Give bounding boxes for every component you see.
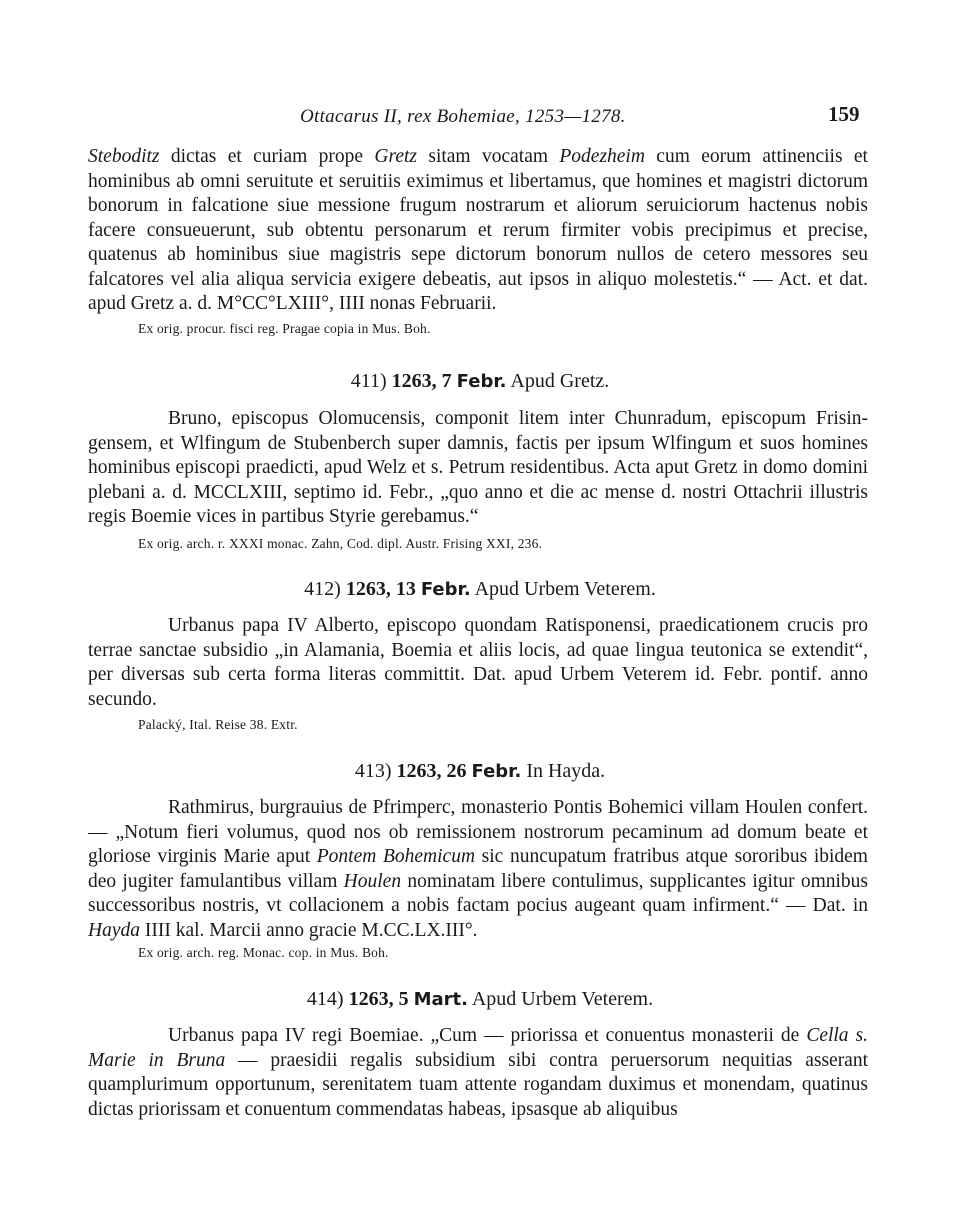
italic-name: Houlen bbox=[343, 870, 402, 892]
entry-412-source: Palacký, Ital. Reise 38. Extr. bbox=[138, 717, 298, 732]
italic-name: Podezheim bbox=[559, 146, 645, 167]
text-run: — praesidii regalis subsidium sibi contra peruersorum nequitias asserant quamplurimum opportunum, serenitatem tuam attente rogandam duximus et monendam, quatinus dictas priorissam et conuentum commendatas habeas, ipsasque ab aliquibus bbox=[88, 1049, 869, 1120]
text-run: nominatam libere contulimus, supplicantes igitur omnibus successoribus nostris, vt collacionem a nobis factam pocius augeant quam infirment.“ — Dat. in bbox=[88, 870, 868, 916]
text-run: IIII kal. Marcii anno gracie M.CC.LX.III°. bbox=[140, 919, 478, 941]
entry-month: Febr. bbox=[420, 579, 471, 600]
italic-name: Pontem Bohemicum bbox=[316, 846, 476, 867]
entry-date: 1263, 26 bbox=[396, 760, 467, 782]
entry-place: Apud Urbem Veterem. bbox=[474, 578, 656, 600]
entry-414-heading bbox=[0, 988, 960, 1011]
entry-place: Apud Urbem Veterem. bbox=[471, 988, 654, 1010]
entry-date: 1263, 7 bbox=[391, 370, 452, 392]
entry-number: 411) bbox=[350, 370, 387, 392]
entry-413-heading bbox=[0, 760, 960, 783]
text-run: cum eorum attinenciis et hominibus ab omni seruitute et seruitiis eximimus et libertamus, que homines et magistri dictorum bonorum in falcatione siue messione frugum nostrarum et aliorum seruiciorum hactenus nobis facere consueuerunt, sub obtentu personarum et rerum firmiter vobis precipimus et precise, quatenus ab hominibus siue magistris sepe dictorum bonorum nullos de cetero messores seu falcatores vel alia aliqua servicia exigere debeatis, aut ipsos in aliquo molestetis.“ — Act. et dat. apud Gretz a. d. M°CC°LXIII°, IIII nonas Februarii. bbox=[88, 146, 868, 314]
italic-name: Cella s. Marie in Bruna bbox=[88, 1025, 868, 1071]
entry-place: In Hayda. bbox=[526, 760, 606, 782]
entry-410-text bbox=[88, 145, 868, 317]
text-run: sitam vocatam bbox=[417, 146, 560, 167]
entry-411-heading bbox=[0, 370, 960, 393]
running-title: Ottacarus II, rex Bohemiae, 1253—1278. bbox=[300, 106, 626, 127]
text-run: sic nuncupatum fratribus atque sororibus ibidem deo jugiter famulantibus villam bbox=[88, 846, 868, 892]
entry-413-source: Ex orig. arch. reg. Monac. cop. in Mus. Boh. bbox=[138, 945, 389, 960]
entry-date: 1263, 5 bbox=[348, 988, 409, 1010]
entry-date: 1263, 13 bbox=[345, 578, 416, 600]
entry-place: Apud Gretz. bbox=[510, 370, 610, 392]
entry-411-text: Bruno, episcopus Olomucensis, componit litem inter Chunradum, episcopum Frisingensem, et Wlfingum de Stubenberch super damnis, factis per ipsum Wlfingum et suos homines hominibus episcopi praedicti, apud Welz et s. Petrum residentibus. Acta aput Gretz in domo domini plebani a. d. MCCLXIII, septimo id. Febr., „quo anno et die ac mense d. nostri Ottachrii illustris regis Boemie vices in partibus Styrie gerebamus.“ bbox=[88, 408, 868, 527]
entry-413-text bbox=[88, 796, 868, 943]
entry-411-source: Ex orig. arch. r. XXXI monac. Zahn, Cod. dipl. Austr. Frising XXI, 236. bbox=[138, 536, 543, 551]
entry-410-source: Ex orig. procur. fisci reg. Pragae copia in Mus. Boh. bbox=[138, 321, 431, 336]
page-header bbox=[0, 102, 960, 132]
entry-month: Febr. bbox=[471, 761, 522, 782]
entry-month: Mart. bbox=[413, 989, 468, 1010]
text-run: Urbanus papa IV regi Boemiae. „Cum — priorissa et conuentus monasterii de bbox=[168, 1025, 807, 1046]
entry-414-text bbox=[88, 1024, 868, 1122]
entry-number: 414) bbox=[306, 988, 344, 1010]
entry-number: 412) bbox=[304, 578, 341, 600]
page-number: 159 bbox=[828, 102, 860, 126]
text-run: Rathmirus, burgrauius de Pfrimperc, monasterio Pontis Bohemici villam Houlen confert. — „Notum fieri volumus, quod nos ob remissionem nostrorum pecaminum ad domum beate et gloriose virginis Marie aput bbox=[88, 797, 868, 867]
italic-name: Hayda bbox=[88, 919, 140, 941]
entry-412-heading bbox=[0, 578, 960, 601]
entry-412-text: Urbanus papa IV Alberto, episcopo quondam Ratisponensi, praedicationem crucis pro terrae sanctae subsidio „in Alamania, Boemia et aliis locis, ad quae lingua teutonica se extendit“, per diversas sub certa forma literas committit. Dat. apud Urbem Veterem id. Febr. pontif. anno secundo. bbox=[88, 615, 868, 710]
entry-number: 413) bbox=[354, 760, 392, 782]
italic-name: Steboditz bbox=[88, 146, 160, 167]
entry-month: Febr. bbox=[456, 371, 507, 392]
text-run: dictas et curiam prope bbox=[159, 146, 375, 167]
italic-name: Gretz bbox=[374, 146, 417, 167]
